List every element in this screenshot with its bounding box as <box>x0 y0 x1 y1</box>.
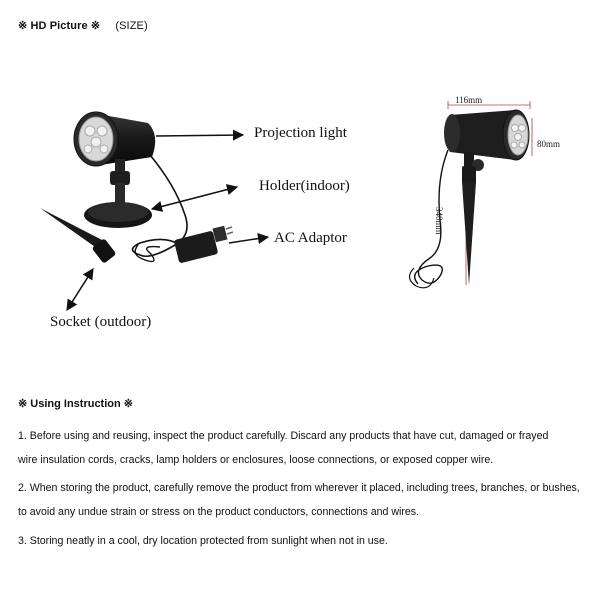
arrow-projection-light <box>156 135 243 136</box>
label-holder: Holder(indoor) <box>259 178 350 194</box>
instruction-item-1 <box>18 424 584 472</box>
picture-header <box>18 19 148 32</box>
instruction-line: wire insulation cords, cracks, lamp holders or enclosures, loose connections, or exposed copper wire. <box>18 454 494 466</box>
projection-light-shape <box>74 112 155 166</box>
label-projection-light: Projection light <box>254 125 347 141</box>
size-label: (SIZE) <box>115 20 148 32</box>
label-socket: Socket (outdoor) <box>50 314 152 330</box>
instruction-line: 2. When storing the product, carefully remove the product from wherever it placed, including trees, branches, or bushes, <box>18 482 580 494</box>
dim-diameter-label: 80mm <box>537 139 561 149</box>
instruction-item-2 <box>18 476 584 524</box>
instruction-title: ※ Using Instruction ※ <box>18 398 133 410</box>
instruction-item-3 <box>18 529 584 553</box>
product-dimensions-illustration <box>400 90 560 295</box>
holder-shape <box>84 159 152 228</box>
dim-length-label: 116mm <box>455 95 483 105</box>
arrow-holder <box>152 187 237 209</box>
arrow-ac-adaptor <box>229 237 268 243</box>
picture-title: ※ HD Picture ※ <box>18 20 101 32</box>
dim-height-label: 340mm <box>434 207 444 235</box>
label-ac-adaptor: AC Adaptor <box>274 230 347 246</box>
ac-adaptor-shape <box>174 226 233 264</box>
instruction-line: 1. Before using and reusing, inspect the product carefully. Discard any products that have cut, damaged or frayed <box>18 430 549 442</box>
instruction-line: 3. Storing neatly in a cool, dry location protected from sunlight when not in use. <box>18 535 388 547</box>
arrow-socket <box>67 269 93 310</box>
instruction-line: to avoid any undue strain or stress on the product conductors, connections and wires. <box>18 506 420 518</box>
